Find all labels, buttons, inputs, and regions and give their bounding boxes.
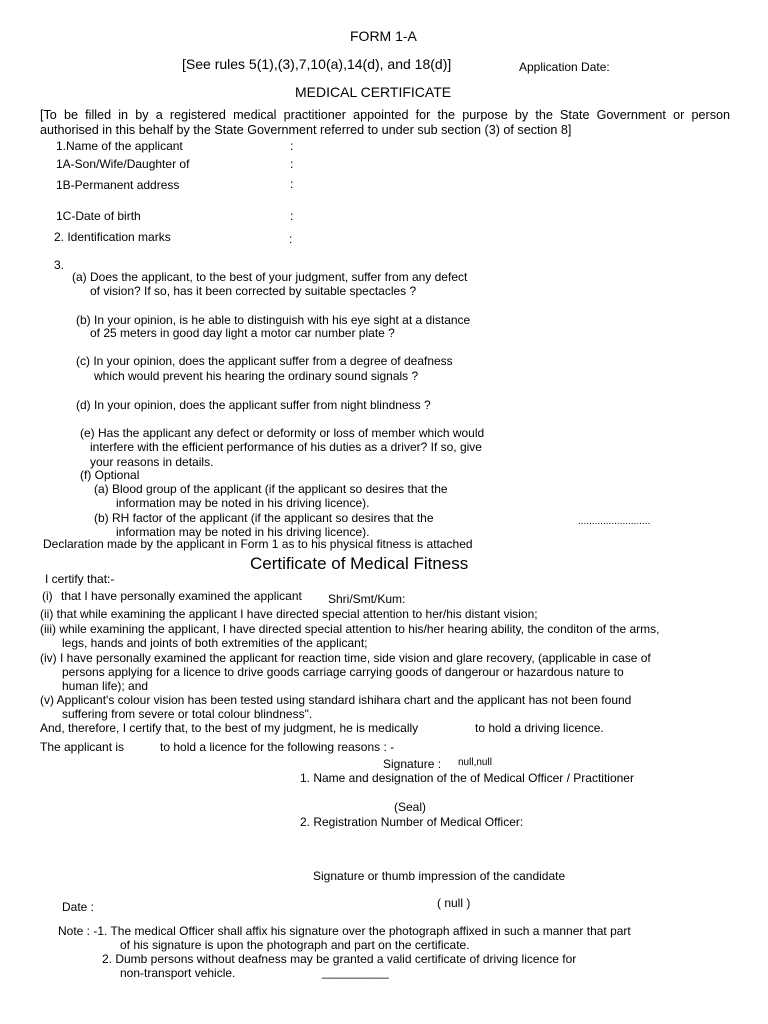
candidate-signature-label: Signature or thumb impression of the candidate [313, 869, 566, 883]
name-label: 1.Name of the applicant [56, 139, 183, 153]
date-label: Date : [62, 900, 95, 914]
question-b-line-2: of 25 meters in good day light a motor car number plate ? [90, 326, 395, 340]
medical-officer-name-label: 1. Name and designation of the of Medical Officer / Practitioner [300, 771, 634, 785]
declaration-text: Declaration made by the applicant in Form 1 as to his physical fitness is attached [43, 537, 473, 551]
question-e-line-3: your reasons in details. [90, 455, 214, 469]
note-2-line-2: non-transport vehicle. [120, 966, 236, 980]
certificate-title: Certificate of Medical Fitness [250, 554, 469, 573]
medical-fitness-statement-end: to hold a driving licence. [475, 721, 604, 735]
question-f-optional: (f) Optional [80, 468, 140, 482]
intro-line-1: [To be filled in by a registered medical practitioner appointed for the purpose by the State Government or person [40, 108, 730, 122]
question-c-line-1: (c) In your opinion, does the applicant suffer from a degree of deafness [76, 354, 453, 368]
applicant-title-field: Shri/Smt/Kum: [328, 592, 406, 606]
medical-fitness-statement: And, therefore, I certify that, to the best of my judgment, he is medically [40, 721, 419, 735]
relation-colon: : [290, 157, 294, 171]
dob-label: 1C-Date of birth [56, 209, 141, 223]
question-3-number: 3. [54, 258, 65, 272]
question-c-line-2: which would prevent his hearing the ordinary sound signals ? [94, 369, 419, 383]
question-e-line-1: (e) Has the applicant any defect or deformity or loss of member which would [80, 426, 485, 440]
item-v-line-1: (v) Applicant's colour vision has been tested using standard ishihara chart and the applicant has not been found [40, 693, 632, 707]
item-i-text: that I have personally examined the applicant [61, 589, 302, 603]
name-colon: : [290, 139, 294, 153]
question-fa-line-2: information may be noted in his driving licence). [116, 496, 370, 510]
application-date-label: Application Date: [519, 60, 610, 74]
form-number: FORM 1-A [350, 28, 417, 44]
question-b-line-1: (b) In your opinion, is he able to distinguish with his eye sight at a distance [76, 313, 471, 327]
seal-label: (Seal) [394, 800, 427, 814]
applicant-status-label: The applicant is [40, 740, 125, 754]
question-fa-line-1: (a) Blood group of the applicant (if the applicant so desires that the [94, 482, 448, 496]
question-a-line-2: of vision? If so, has it been corrected by suitable spectacles ? [90, 284, 417, 298]
note-1-line-1: Note : -1. The medical Officer shall affix his signature over the photograph affixed in such a manner that part [58, 924, 631, 938]
dotted-line: .......................... [578, 516, 651, 527]
question-e-line-2: interfere with the efficient performance of his duties as a driver? If so, give [90, 440, 482, 454]
page-title: MEDICAL CERTIFICATE [295, 84, 452, 100]
item-iv-line-2: persons applying for a licence to drive goods carriage carrying goods of dangerour or hazardous nature to [62, 665, 624, 679]
address-label: 1B-Permanent address [56, 178, 180, 192]
intro-line-2: authorised in this behalf by the State Government referred to under sub section (3) of section 8] [40, 123, 572, 137]
item-ii: (ii) that while examining the applicant I have directed special attention to her/his distant vision; [40, 607, 538, 621]
identification-marks-label: 2. Identification marks [54, 230, 171, 244]
applicant-status-reasons: to hold a licence for the following reasons : - [160, 740, 395, 754]
item-iii-line-1: (iii) while examining the applicant, I have directed special attention to his/her hearing ability, the conditon of the arms, [40, 622, 660, 636]
question-d-line-1: (d) In your opinion, does the applicant suffer from night blindness ? [76, 398, 431, 412]
note-1-line-2: of his signature is upon the photograph and part on the certificate. [120, 938, 470, 952]
item-iv-line-3: human life); and [62, 679, 149, 693]
item-v-line-2: suffering from severe or total colour blindness". [62, 707, 313, 721]
item-iii-line-2: legs, hands and joints of both extremities of the applicant; [62, 636, 368, 650]
registration-number-label: 2. Registration Number of Medical Officer: [300, 815, 524, 829]
null-value: ( null ) [437, 896, 471, 910]
question-a-line-1: (a) Does the applicant, to the best of your judgment, suffer from any defect [72, 270, 468, 284]
dob-colon: : [290, 209, 294, 223]
question-fb-line-1: (b) RH factor of the applicant (if the applicant so desires that the [94, 511, 434, 525]
address-colon: : [290, 177, 294, 191]
signature-value: null,null [458, 757, 492, 768]
item-i-number: (i) [42, 589, 53, 603]
note-2-line-1: 2. Dumb persons without deafness may be granted a valid certificate of driving licence for [102, 952, 577, 966]
signature-label: Signature : [383, 757, 442, 771]
certify-intro: I certify that:- [45, 572, 115, 586]
footer-underline: __________ [322, 965, 389, 979]
item-iv-line-1: (iv) I have personally examined the applicant for reaction time, side vision and glare recovery, (applicable in case of [40, 651, 651, 665]
rules-reference: [See rules 5(1),(3),7,10(a),14(d), and 18(d)] [182, 56, 452, 72]
relation-label: 1A-Son/Wife/Daughter of [56, 157, 190, 171]
identification-marks-colon: : [289, 232, 293, 246]
question-fb-line-2: information may be noted in his driving licence). [116, 525, 370, 539]
